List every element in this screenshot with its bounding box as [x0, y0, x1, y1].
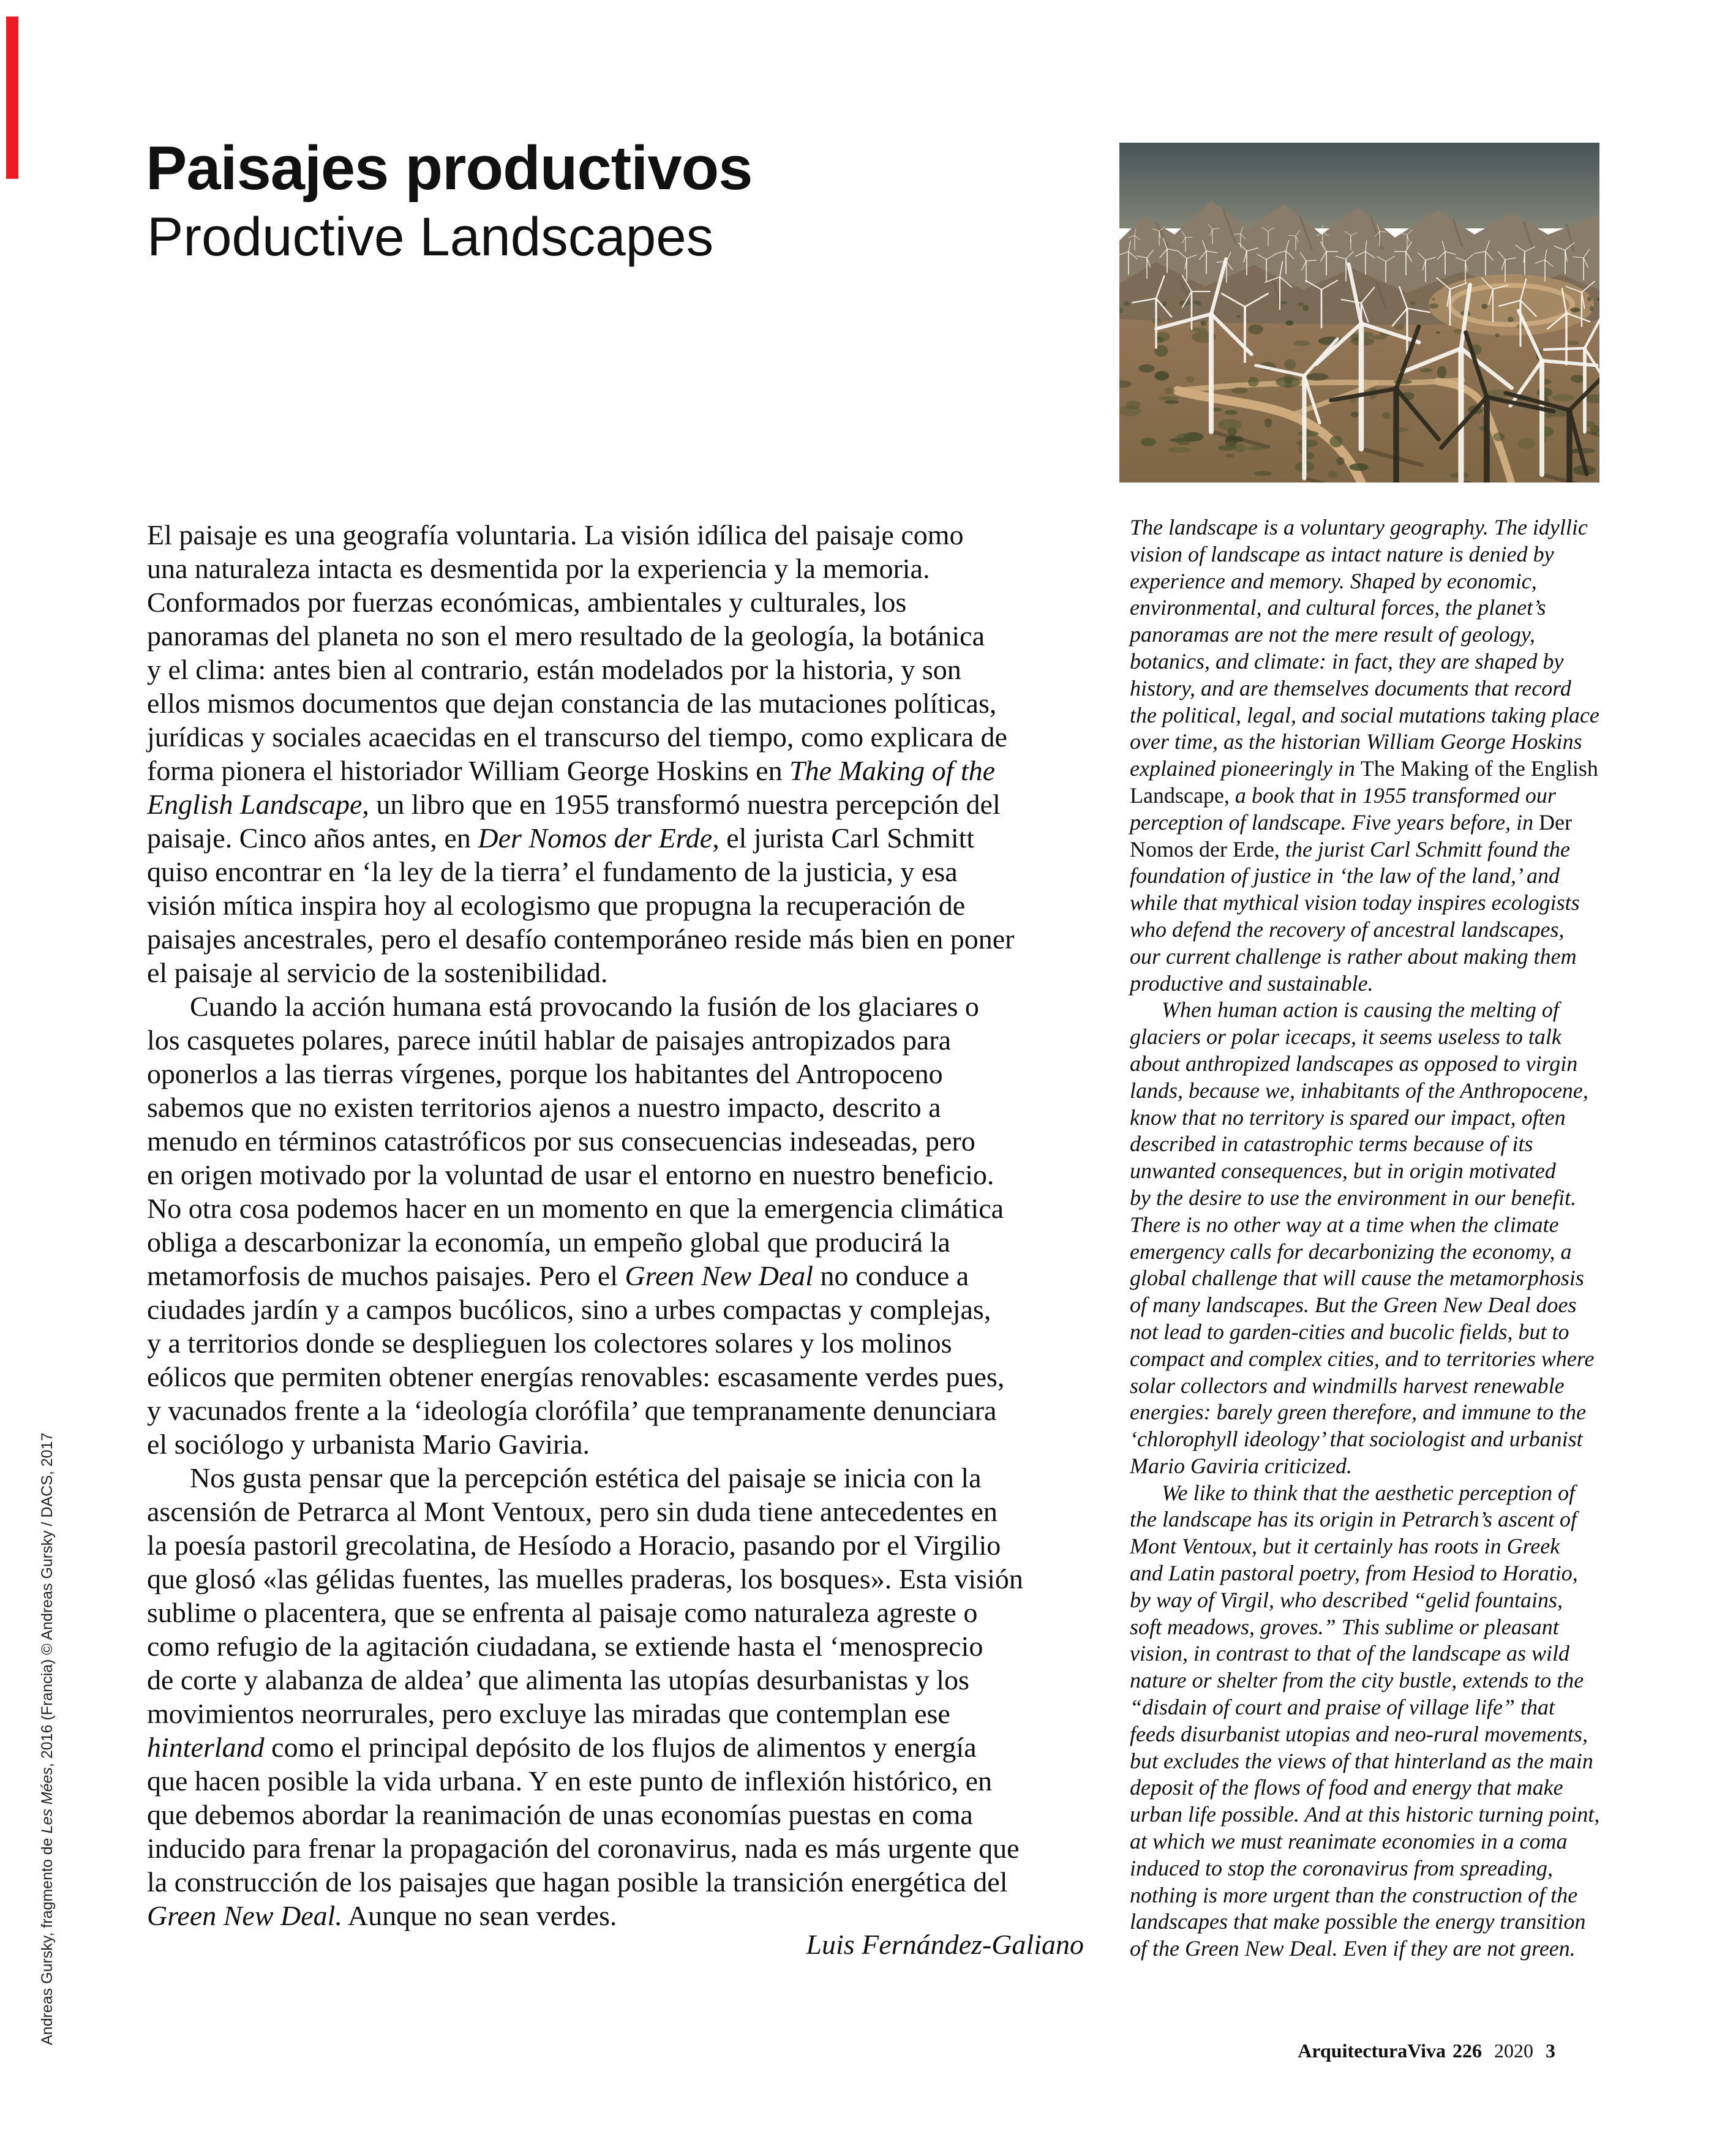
- photo-credit-vertical: Andreas Gursky, fragmento de Les Mées, 2016 (Francia) © Andreas Gursky / DACS, 2017: [39, 1432, 56, 2045]
- text-line: who defend the recovery of ancestral landscapes,: [1130, 917, 1565, 942]
- text-line: by way of Virgil, who described “gelid fountains,: [1130, 1587, 1563, 1612]
- text-line: la poesía pastoril grecolatina, de Hesíodo a Horacio, pasando por el Virgilio: [147, 1530, 1001, 1561]
- text-line: jurídicas y sociales acaecidas en el transcurso del tiempo, como explicara de: [147, 721, 1007, 753]
- text-line: metamorfosis de muchos paisajes. Pero el Green New Deal no conduce a: [147, 1260, 969, 1291]
- page-subtitle: Productive Landscapes: [147, 206, 714, 267]
- text-line: foundation of justice in ‘the law of the land,’ and: [1130, 863, 1560, 888]
- text-line: Landscape, a book that in 1955 transformed our: [1130, 783, 1556, 808]
- text-line: unwanted consequences, but in origin motivated: [1130, 1158, 1556, 1184]
- text-line: Nos gusta pensar que la percepción estética del paisaje se inicia con la: [190, 1462, 982, 1493]
- text-line: the political, legal, and social mutations taking place: [1130, 702, 1599, 727]
- text-line: botanics, and climate: in fact, they are shaped by: [1130, 648, 1564, 674]
- text-line: experience and memory. Shaped by economic,: [1130, 568, 1537, 593]
- text-line: compact and complex cities, and to territories where: [1130, 1346, 1595, 1371]
- text-line: No otra cosa podemos hacer en un momento en que la emergencia climática: [147, 1193, 1004, 1224]
- text-line: y el clima: antes bien al contrario, están modelados por la historia, y son: [147, 654, 961, 685]
- text-line: que debemos abordar la reanimación de unas economías puestas en coma: [147, 1799, 973, 1830]
- text-line: forma pionera el historiador William George Hoskins en The Making of the: [147, 755, 996, 786]
- text-line: while that mythical vision today inspires ecologists: [1130, 890, 1580, 915]
- text-line: When human action is causing the melting of: [1162, 997, 1559, 1023]
- text-line: solar collectors and windmills harvest renewable: [1130, 1373, 1565, 1398]
- text-line: English Landscape, un libro que en 1955 transformó nuestra percepción del: [147, 789, 1001, 820]
- text-line: como refugio de la agitación ciudadana, se extiende hasta el ‘menosprecio: [147, 1631, 983, 1662]
- english-text-column: [1130, 514, 1604, 1962]
- text-line: ascensión de Petrarca al Mont Ventoux, pero sin duda tiene antecedentes en: [147, 1496, 998, 1527]
- footer-issue-number: 226: [1452, 2040, 1482, 2062]
- text-line: Mont Ventoux, but it certainly has roots in Greek: [1130, 1534, 1560, 1559]
- footer-page-number: 3: [1546, 2040, 1555, 2062]
- text-line: not lead to garden-cities and bucolic fields, but to: [1130, 1319, 1569, 1344]
- text-line: energies: barely green therefore, and immune to the: [1130, 1400, 1587, 1425]
- text-line: quiso encontrar en ‘la ley de la tierra’ el fundamento de la justicia, y esa: [147, 856, 958, 887]
- footer-magazine-name: ArquitecturaViva: [1298, 2040, 1446, 2062]
- text-line: los casquetes polares, parece inútil hablar de paisajes antropizados para: [147, 1024, 952, 1056]
- text-line: our current challenge is rather about making them: [1130, 944, 1577, 969]
- text-line: The landscape is a voluntary geography. The idyllic: [1130, 515, 1588, 539]
- text-line: paisajes ancestrales, pero el desafío contemporáneo reside más bien en poner: [147, 923, 1015, 955]
- text-line: una naturaleza intacta es desmentida por la experiencia y la memoria.: [147, 553, 930, 584]
- text-line: over time, as the historian William George Hoskins: [1130, 729, 1582, 754]
- text-line: menudo en términos catastróficos por sus consecuencias indeseadas, pero: [147, 1125, 975, 1157]
- text-line: nothing is more urgent than the construction of the: [1130, 1882, 1578, 1907]
- page-footer: [1298, 2040, 1555, 2062]
- text-line: Mario Gaviria criticized.: [1130, 1453, 1352, 1478]
- text-line: the landscape has its origin in Petrarch’s ascent of: [1130, 1507, 1577, 1532]
- text-line: glaciers or polar icecaps, it seems useless to talk: [1130, 1024, 1561, 1050]
- text-line: paisaje. Cinco años antes, en Der Nomos der Erde, el jurista Carl Schmitt: [147, 822, 975, 854]
- wind-farm-photo: [1119, 143, 1599, 483]
- author-signature: Luis Fernández-Galiano: [806, 1929, 1084, 1960]
- text-line: oponerlos a las tierras vírgenes, porque los habitantes del Antropoceno: [147, 1058, 943, 1089]
- text-line: We like to think that the aesthetic perception of: [1162, 1480, 1576, 1505]
- text-line: “disdain of court and praise of village life” that: [1130, 1695, 1555, 1720]
- text-line: hinterland como el principal depósito de los flujos de alimentos y energía: [147, 1732, 977, 1763]
- text-line: of many landscapes. But the Green New Deal does: [1130, 1293, 1577, 1318]
- text-line: que hacen posible la vida urbana. Y en este punto de inflexión histórico, en: [147, 1765, 992, 1797]
- text-line: explained pioneeringly in The Making of the English: [1130, 756, 1598, 781]
- text-line: panoramas del planeta no son el mero resultado de la geología, la botánica: [147, 620, 985, 652]
- text-line: ‘chlorophyll ideology’ that sociologist and urbanist: [1130, 1427, 1583, 1452]
- text-line: en origen motivado por la voluntad de usar el entorno en nuestro beneficio.: [147, 1159, 994, 1190]
- text-line: movimientos neorrurales, pero excluye las miradas que contemplan ese: [147, 1698, 950, 1729]
- text-line: but excludes the views of that hinterland as the main: [1130, 1748, 1593, 1773]
- text-line: de corte y alabanza de aldea’ que alimenta las utopías desurbanistas y los: [147, 1664, 969, 1695]
- text-line: induced to stop the coronavirus from spreading,: [1130, 1855, 1553, 1880]
- text-line: about anthropized landscapes as opposed to virgin: [1130, 1051, 1578, 1076]
- text-line: el paisaje al servicio de la sostenibilidad.: [147, 957, 608, 988]
- text-line: El paisaje es una geografía voluntaria. La visión idílica del paisaje como: [147, 519, 964, 550]
- wind-farm-photo-illustration: [1119, 143, 1599, 483]
- text-line: ellos mismos documentos que dejan constancia de las mutaciones políticas,: [147, 688, 997, 719]
- text-line: nature or shelter from the city bustle, extends to the: [1130, 1668, 1584, 1693]
- text-line: feeds disurbanist utopias and neo-rural movements,: [1130, 1721, 1588, 1746]
- text-line: y a territorios donde se desplieguen los colectores solares y los molinos: [147, 1327, 952, 1359]
- text-line: perception of landscape. Five years before, in Der: [1130, 809, 1573, 835]
- text-line: global challenge that will cause the metamorphosis: [1130, 1266, 1584, 1291]
- spanish-text-column: [147, 518, 1102, 1932]
- text-line: landscapes that make possible the energy transition: [1130, 1909, 1586, 1934]
- red-accent-bar: [6, 17, 18, 179]
- text-line: and Latin pastoral poetry, from Hesiod to Horatio,: [1130, 1561, 1578, 1586]
- text-line: environmental, and cultural forces, the planet’s: [1130, 595, 1546, 620]
- text-line: panoramas are not the mere result of geology,: [1130, 622, 1535, 647]
- text-line: of the Green New Deal. Even if they are not green.: [1130, 1936, 1576, 1961]
- text-line: Green New Deal. Aunque no sean verdes.: [147, 1900, 617, 1931]
- text-line: vision of landscape as intact nature is denied by: [1130, 541, 1554, 566]
- text-line: vision, in contrast to that of the landscape as wild: [1130, 1641, 1569, 1666]
- text-line: deposit of the flows of food and energy that make: [1130, 1775, 1563, 1800]
- text-line: know that no territory is spared our impact, often: [1130, 1105, 1566, 1130]
- text-line: y vacunados frente a la ‘ideología clorófila’ que tempranamente denunciara: [147, 1395, 997, 1426]
- text-line: urban life possible. And at this historic turning point,: [1130, 1802, 1600, 1827]
- text-line: lands, because we, inhabitants of the Anthropocene,: [1130, 1078, 1588, 1103]
- text-line: productive and sustainable.: [1130, 971, 1373, 996]
- text-line: visión mítica inspira hoy al ecologismo que propugna la recuperación de: [147, 890, 966, 921]
- text-line: sublime o placentera, que se enfrenta al paisaje como naturaleza agreste o: [147, 1597, 978, 1628]
- text-line: que glosó «las gélidas fuentes, las muelles praderas, los bosques». Esta visión: [147, 1563, 1023, 1594]
- text-line: emergency calls for decarbonizing the economy, a: [1130, 1239, 1572, 1264]
- text-line: described in catastrophic terms because of its: [1130, 1132, 1533, 1157]
- text-line: There is no other way at a time when the climate: [1130, 1212, 1559, 1237]
- text-line: by the desire to use the environment in our benefit.: [1130, 1185, 1577, 1210]
- text-line: sabemos que no existen territorios ajenos a nuestro impacto, descrito a: [147, 1092, 941, 1123]
- text-line: inducido para frenar la propagación del coronavirus, nada es más urgente que: [147, 1833, 1020, 1864]
- footer-year: 2020: [1494, 2040, 1533, 2062]
- text-line: ciudades jardín y a campos bucólicos, sino a urbes compactas y complejas,: [147, 1294, 991, 1325]
- text-line: Conformados por fuerzas económicas, ambientales y culturales, los: [147, 587, 907, 618]
- text-line: el sociólogo y urbanista Mario Gaviria.: [147, 1429, 590, 1460]
- text-line: obliga a descarbonizar la economía, un empeño global que producirá la: [147, 1226, 950, 1258]
- text-line: soft meadows, groves.” This sublime or pleasant: [1130, 1614, 1559, 1639]
- page-title: Paisajes productivos: [146, 134, 753, 203]
- text-line: at which we must reanimate economies in a coma: [1130, 1829, 1568, 1854]
- text-line: la construcción de los paisajes que hagan posible la transición energética del: [147, 1866, 1008, 1898]
- text-line: history, and are themselves documents that record: [1130, 675, 1571, 700]
- text-line: Cuando la acción humana está provocando la fusión de los glaciares o: [190, 991, 979, 1022]
- text-line: eólicos que permiten obtener energías renovables: escasamente verdes pues,: [147, 1361, 1005, 1392]
- text-line: Nomos der Erde, the jurist Carl Schmitt found the: [1130, 836, 1570, 862]
